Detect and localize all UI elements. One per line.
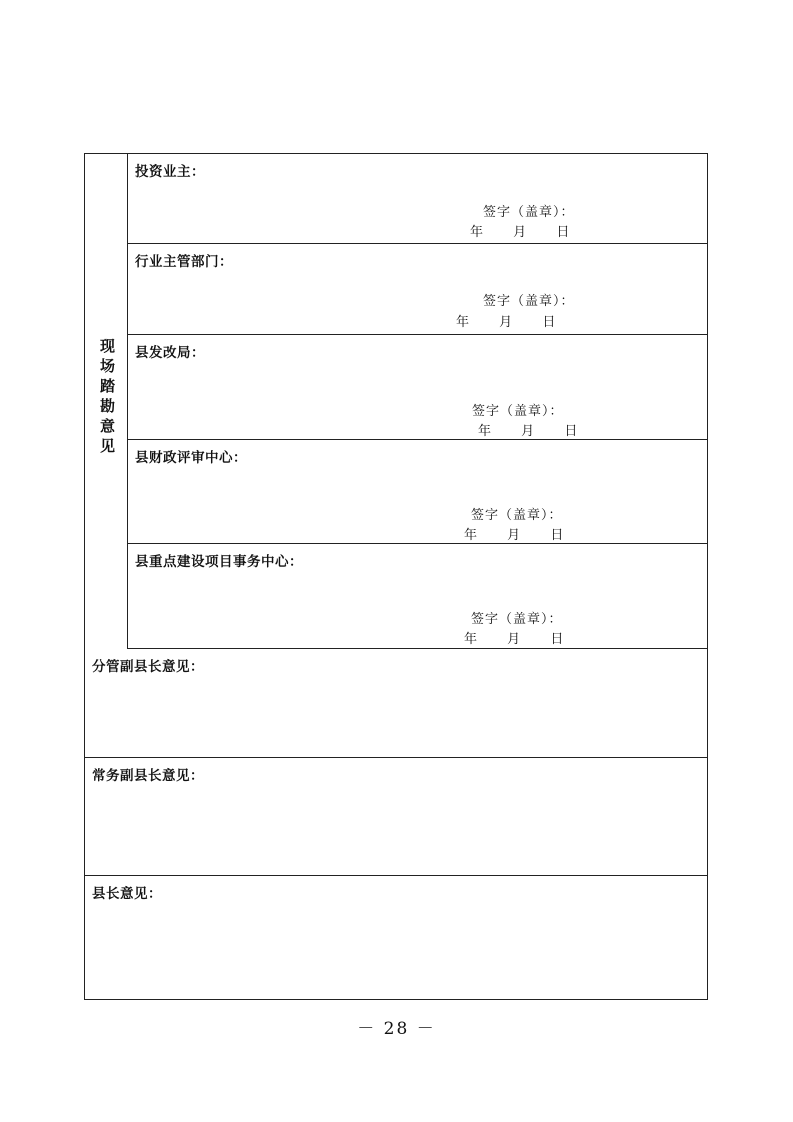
day-label: 日	[550, 632, 564, 647]
industry-dept-date	[456, 311, 555, 330]
year-label: 年	[464, 632, 478, 647]
investor-label: 投资业主：	[135, 164, 205, 180]
day-label: 日	[556, 225, 570, 240]
development-reform-signature: 签字（盖章）：	[472, 404, 564, 419]
page-number: － 28 －	[357, 1019, 436, 1039]
month-label: 月	[513, 225, 527, 240]
county-head-opinion-cell[interactable]	[85, 876, 707, 999]
day-label: 日	[542, 315, 556, 330]
investor-cell[interactable]	[128, 154, 707, 244]
deputy-county-head-opinion-cell[interactable]	[85, 649, 707, 758]
year-label: 年	[470, 225, 484, 240]
key-projects-signature: 签字（盖章）：	[471, 612, 563, 627]
development-reform-date	[478, 420, 577, 439]
deputy-county-head-opinion-label: 分管副县长意见：	[92, 659, 204, 675]
fiscal-review-date	[464, 524, 563, 543]
year-label: 年	[464, 528, 478, 543]
county-head-opinion-label: 县长意见：	[92, 886, 162, 902]
development-reform-label: 县发改局：	[135, 345, 205, 361]
investor-signature: 签字（盖章）：	[483, 205, 575, 220]
development-reform-cell[interactable]	[128, 335, 707, 440]
site-survey-label: 现场踏勘意见	[98, 338, 116, 458]
industry-dept-signature: 签字（盖章）：	[483, 294, 575, 309]
key-projects-cell[interactable]	[128, 544, 707, 649]
executive-deputy-opinion-cell[interactable]	[85, 758, 707, 876]
month-label: 月	[507, 528, 521, 543]
year-label: 年	[456, 315, 470, 330]
month-label: 月	[507, 632, 521, 647]
approval-form-table	[84, 153, 708, 1000]
industry-dept-cell[interactable]	[128, 244, 707, 335]
key-projects-date	[464, 628, 563, 647]
key-projects-label: 县重点建设项目事务中心：	[135, 554, 303, 570]
fiscal-review-signature: 签字（盖章）：	[471, 508, 563, 523]
executive-deputy-opinion-label: 常务副县长意见：	[92, 768, 204, 784]
site-survey-label-wrap	[85, 338, 128, 468]
day-label: 日	[550, 528, 564, 543]
month-label: 月	[521, 424, 535, 439]
site-survey-label-column	[85, 154, 128, 649]
fiscal-review-cell[interactable]	[128, 440, 707, 544]
day-label: 日	[564, 424, 578, 439]
month-label: 月	[499, 315, 513, 330]
investor-date	[470, 221, 569, 240]
industry-dept-label: 行业主管部门：	[135, 254, 233, 270]
year-label: 年	[478, 424, 492, 439]
fiscal-review-label: 县财政评审中心：	[135, 450, 247, 466]
